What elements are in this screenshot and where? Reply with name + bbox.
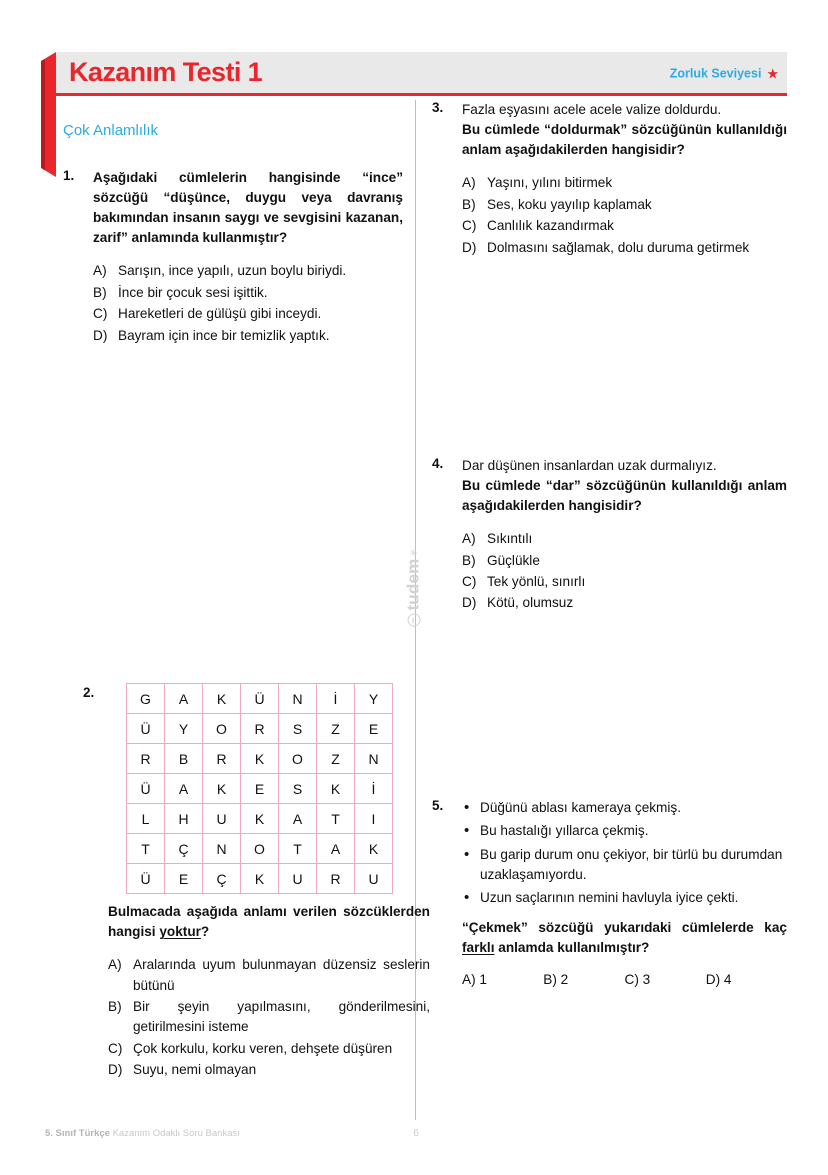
grid-cell[interactable]: A — [165, 774, 203, 804]
option-letter: D) — [108, 1062, 123, 1078]
question-1-stem: Aşağıdaki cümlelerin hangisinde “ince” sözcüğü “düşünce, duygu veya davranış bakımından insanın saygı ve sevgisini kazanan, zarif” anlamında kullanmıştır? — [93, 170, 403, 246]
grid-cell[interactable]: G — [127, 684, 165, 714]
question-2-option-b[interactable] — [108, 997, 430, 1038]
grid-row — [127, 714, 393, 744]
page-number: 6 — [413, 1128, 419, 1139]
footer-grade: 5. Sınıf Türkçe — [45, 1128, 110, 1139]
option-letter: A) — [93, 263, 107, 279]
question-3 — [432, 100, 787, 258]
question-1-option-b[interactable] — [93, 283, 403, 303]
option-letter: C) — [462, 218, 477, 234]
question-1-option-a[interactable] — [93, 261, 403, 281]
grid-cell[interactable]: T — [317, 804, 355, 834]
grid-cell[interactable]: S — [279, 774, 317, 804]
question-4-context: Dar düşünen insanlardan uzak durmalıyız. — [462, 457, 717, 473]
grid-cell[interactable]: U — [203, 804, 241, 834]
option-letter: B) — [462, 552, 476, 568]
question-4-options — [462, 529, 787, 614]
difficulty-indicator — [670, 66, 779, 80]
grid-cell[interactable]: A — [317, 834, 355, 864]
option-text: 3 — [642, 971, 651, 987]
option-text: Yaşını, yılını bitirmek — [487, 175, 613, 191]
question-2-option-a[interactable] — [108, 955, 430, 996]
option-letter: B) — [108, 999, 122, 1014]
option-text: Güçlükle — [487, 552, 540, 568]
question-1-options — [93, 261, 403, 346]
grid-cell[interactable]: R — [241, 714, 279, 744]
question-5 — [432, 798, 787, 987]
grid-cell[interactable]: O — [241, 834, 279, 864]
question-1-option-d[interactable] — [93, 326, 403, 346]
question-3-option-c[interactable] — [462, 216, 787, 236]
option-text: 1 — [479, 971, 487, 987]
left-column — [63, 168, 403, 347]
grid-cell[interactable]: A — [279, 804, 317, 834]
option-letter: B) — [462, 196, 476, 212]
grid-cell[interactable]: Ü — [127, 864, 165, 894]
option-letter: D) — [462, 239, 477, 255]
question-2 — [108, 902, 430, 1082]
question-4-number: 4. — [432, 455, 444, 471]
question-5-options — [462, 972, 787, 987]
option-text: Kötü, olumsuz — [487, 595, 574, 611]
option-letter: D) — [462, 595, 477, 611]
grid-cell[interactable]: U — [279, 864, 317, 894]
word-search-body — [127, 684, 393, 894]
grid-cell[interactable]: K — [355, 834, 393, 864]
grid-cell[interactable]: Ü — [127, 774, 165, 804]
option-text: Tek yönlü, sınırlı — [487, 574, 586, 589]
grid-row — [127, 864, 393, 894]
question-3-option-d[interactable] — [462, 238, 787, 258]
option-letter: C) — [462, 574, 477, 589]
option-text: İnce bir çocuk sesi işittik. — [118, 284, 268, 300]
grid-row — [127, 744, 393, 774]
grid-cell[interactable]: R — [203, 744, 241, 774]
right-column — [432, 100, 787, 987]
question-3-stem: Bu cümlede “doldurmak” sözcüğünün kullanıldığı anlam aşağıdakilerden hangisidir? — [462, 122, 787, 158]
word-search-grid[interactable] — [126, 683, 393, 894]
question-2-stem-suffix: ? — [200, 924, 210, 940]
ribbon-notch-top — [41, 52, 56, 61]
question-4-option-a[interactable] — [462, 529, 787, 549]
footer-series: Kazanım Odaklı Soru Bankası — [112, 1128, 240, 1139]
option-letter: A) — [462, 971, 476, 987]
grid-cell[interactable]: Ç — [165, 834, 203, 864]
question-3-option-a[interactable] — [462, 173, 787, 193]
difficulty-label: Zorluk Seviyesi — [669, 66, 762, 81]
question-2-stem — [108, 902, 430, 942]
option-letter: A) — [462, 531, 476, 547]
grid-cell[interactable]: Y — [165, 714, 203, 744]
grid-cell[interactable]: T — [279, 834, 317, 864]
page-title: Kazanım Testi 1 — [69, 56, 263, 87]
option-letter: C) — [624, 971, 639, 987]
question-5-stem — [462, 918, 787, 958]
option-text: Bayram için ince bir temizlik yaptık. — [118, 327, 330, 343]
grid-cell[interactable]: K — [241, 744, 279, 774]
grid-cell[interactable]: E — [355, 714, 393, 744]
grid-cell[interactable]: Z — [317, 714, 355, 744]
question-5-stem-suffix: anlamda kullanılmıştır? — [494, 939, 650, 955]
question-3-option-b[interactable] — [462, 195, 787, 215]
ribbon-notch-bottom — [41, 168, 56, 177]
tudem-watermark — [393, 538, 435, 638]
option-text: 2 — [560, 971, 569, 987]
option-letter: B) — [543, 971, 557, 987]
grid-cell[interactable]: T — [127, 834, 165, 864]
question-1 — [63, 168, 403, 346]
question-2-option-d[interactable] — [108, 1060, 430, 1080]
watermark-text: tudem — [404, 558, 424, 611]
topic-label: Çok Anlamlılık — [63, 122, 159, 139]
option-letter: A) — [462, 175, 476, 191]
question-4-option-b[interactable] — [462, 551, 787, 571]
question-2-option-c[interactable] — [108, 1039, 430, 1059]
question-2-stem-prefix: Bulmacada aşağıda anlamı verilen sözcüklerden hangisi — [108, 904, 430, 940]
grid-cell[interactable]: Ü — [127, 714, 165, 744]
question-5-number: 5. — [432, 797, 444, 813]
option-letter: D) — [705, 971, 721, 987]
grid-cell[interactable]: O — [279, 744, 317, 774]
question-2-options — [108, 955, 430, 1080]
grid-cell[interactable]: S — [279, 714, 317, 744]
grid-cell[interactable]: H — [165, 804, 203, 834]
question-2-grid-area — [83, 683, 393, 894]
option-text: Dolmasını sağlamak, dolu duruma getirmek — [487, 239, 750, 255]
grid-cell[interactable]: İ — [355, 774, 393, 804]
question-2-number: 2. — [83, 685, 95, 700]
grid-cell[interactable]: E — [241, 774, 279, 804]
question-5-stem-emphasis: farklı — [462, 939, 495, 955]
option-text: Çok korkulu, korku veren, dehşete düşüren — [133, 1040, 393, 1056]
grid-cell[interactable]: N — [203, 834, 241, 864]
question-3-context: Fazla eşyasını acele acele valize doldurdu. — [462, 102, 722, 117]
option-text: Canlılık kazandırmak — [487, 218, 614, 234]
grid-cell[interactable]: Y — [355, 684, 393, 714]
grid-cell[interactable]: A — [165, 684, 203, 714]
option-text: Suyu, nemi olmayan — [133, 1062, 257, 1078]
grid-cell[interactable]: R — [127, 744, 165, 774]
grid-cell[interactable]: N — [355, 744, 393, 774]
page-footer — [45, 1128, 787, 1139]
question-5-option-d[interactable] — [706, 972, 787, 987]
option-letter: C) — [93, 306, 108, 322]
question-4-option-c[interactable] — [462, 572, 787, 592]
option-text: Bir şeyin yapılmasını, gönderilmesini, getirilmesini isteme — [133, 999, 430, 1035]
option-text: Sarışın, ince yapılı, uzun boylu biriydi. — [118, 263, 347, 279]
grid-cell[interactable]: K — [241, 804, 279, 834]
grid-cell[interactable]: K — [241, 864, 279, 894]
question-1-option-c[interactable] — [93, 304, 403, 324]
grid-cell[interactable]: İ — [317, 684, 355, 714]
question-5-option-a[interactable] — [462, 972, 543, 987]
grid-cell[interactable]: L — [127, 804, 165, 834]
grid-cell[interactable]: N — [279, 684, 317, 714]
option-text: Aralarında uyum bulunmayan düzensiz seslerin bütünü — [133, 957, 430, 993]
option-letter: D) — [93, 327, 108, 343]
option-text: 4 — [723, 971, 732, 987]
grid-cell[interactable]: B — [165, 744, 203, 774]
ribbon-fold-shadow — [41, 52, 56, 177]
grid-cell[interactable]: K — [317, 774, 355, 804]
option-letter: A) — [108, 957, 122, 973]
watermark-registered-icon: ® — [409, 549, 419, 556]
grid-cell[interactable]: O — [203, 714, 241, 744]
grid-cell[interactable]: E — [165, 864, 203, 894]
question-5-stem-prefix: “Çekmek” sözcüğü yukarıdaki cümlelerde kaç — [462, 919, 787, 935]
list-item: • Bu hastalığı yıllarca çekmiş. — [462, 821, 787, 841]
grid-row — [127, 834, 393, 864]
grid-row — [127, 804, 393, 834]
option-text: Sıkıntılı — [487, 531, 533, 547]
option-text: Ses, koku yayılıp kaplamak — [487, 196, 652, 212]
question-4-option-d[interactable] — [462, 593, 787, 613]
question-4 — [432, 456, 787, 614]
grid-row — [127, 684, 393, 714]
list-item: • Düğünü ablası kameraya çekmiş. — [462, 798, 787, 818]
grid-row — [127, 774, 393, 804]
question-2-stem-emphasis: yoktur — [159, 924, 201, 940]
star-icon: ★ — [766, 65, 779, 82]
grid-cell[interactable]: Z — [317, 744, 355, 774]
tudem-logo-icon — [408, 614, 421, 627]
question-3-number: 3. — [432, 100, 444, 115]
question-3-options — [462, 173, 787, 258]
list-item: • Bu garip durum onu çekiyor, bir türlü bu durumdan uzaklaşamıyordu. — [462, 845, 787, 886]
list-item: • Uzun saçlarının nemini havluyla iyice çekti. — [462, 888, 787, 908]
grid-cell[interactable]: Ç — [203, 864, 241, 894]
question-1-number: 1. — [63, 168, 75, 183]
grid-cell[interactable]: K — [203, 774, 241, 804]
option-letter: B) — [93, 284, 107, 300]
grid-cell[interactable]: K — [203, 684, 241, 714]
grid-cell[interactable]: Ü — [241, 684, 279, 714]
option-letter: C) — [108, 1040, 123, 1056]
question-5-sentence-list — [462, 798, 787, 909]
question-5-option-c[interactable] — [625, 972, 706, 987]
grid-cell[interactable]: R — [317, 864, 355, 894]
page-header — [55, 52, 787, 96]
question-4-stem: Bu cümlede “dar” sözcüğünün kullanıldığı anlam aşağıdakilerden hangisidir? — [462, 478, 787, 514]
question-5-option-b[interactable] — [543, 972, 624, 987]
option-text: Hareketleri de gülüşü gibi inceydi. — [118, 306, 322, 322]
grid-cell[interactable]: I — [355, 804, 393, 834]
grid-cell[interactable]: U — [355, 864, 393, 894]
